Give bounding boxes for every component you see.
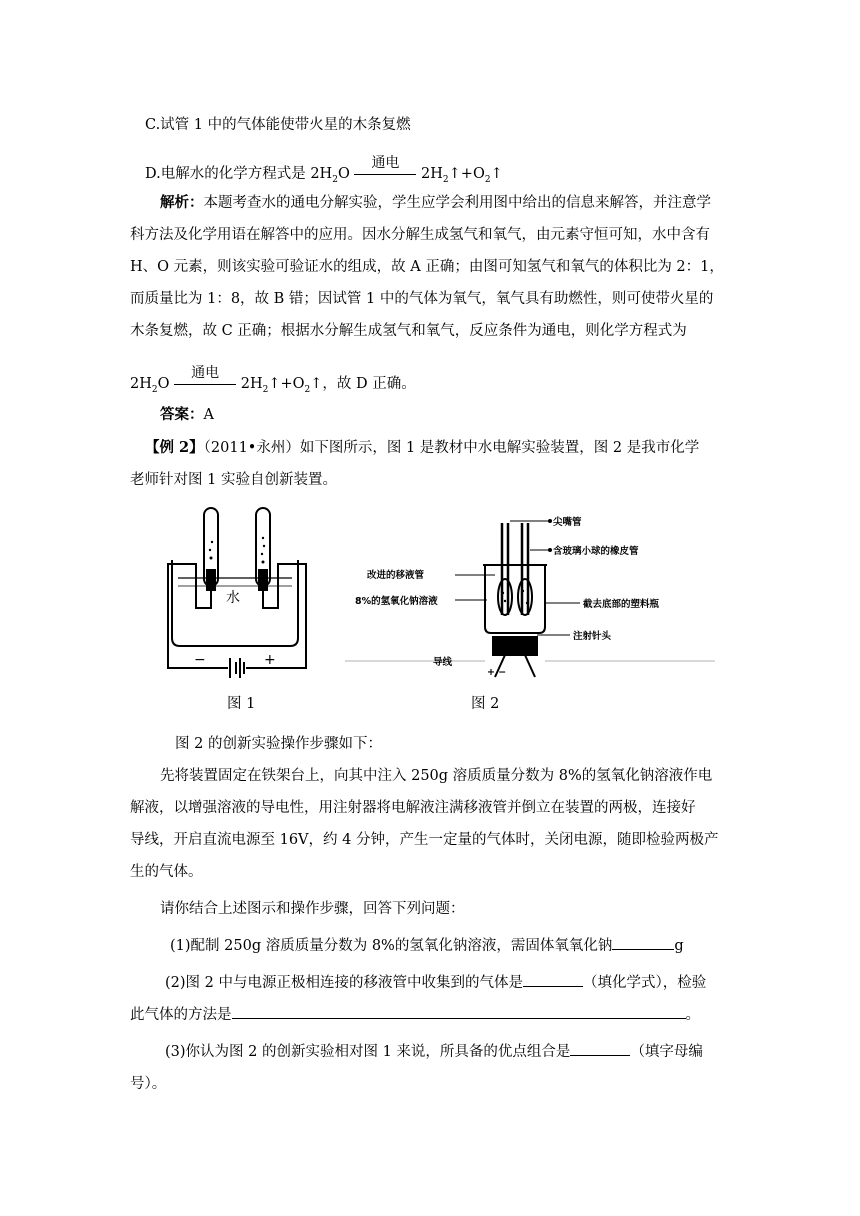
analysis-line-5: 木条复燃，故 C 正确；根据水分解生成氢气和氧气，反应条件为通电，则化学方程式为 [130, 323, 687, 339]
analysis-line-1: 解析：本题考查水的通电分解实验，学生应学会利用图中给出的信息来解答，并注意学 [160, 194, 711, 211]
answer-blank-2[interactable] [523, 972, 583, 987]
reaction-arrow: 通电 [354, 166, 416, 182]
label-needle: 注射针头 [573, 631, 612, 642]
steps-line-2: 解液，以增强溶液的导电性，用注射器将电解液注满移液管并倒立在装置的两极，连接好 [130, 800, 696, 816]
label-rubber-tube: 含玻璃小球的橡皮管 [553, 546, 639, 557]
figure-1-electrolysis-apparatus [160, 498, 315, 683]
label-solution: 8%的氢氧化钠溶液 [355, 596, 438, 607]
example-line-2: 老师针对图 1 实验自创新装置。 [130, 472, 337, 488]
label-bottle: 截去底部的塑料瓶 [583, 599, 660, 610]
answer-value: A [203, 407, 214, 423]
label-wire: 导线 [433, 657, 453, 668]
label-polarity: + − [487, 667, 507, 678]
question-2-line-1: (2)图 2 中与电源正极相连接的移液管中收集到的气体是 （填化学式），检验 [165, 971, 706, 992]
answer-line [160, 403, 214, 424]
example-label: 【例 2】 [145, 439, 204, 456]
question-3-line-1: (3)你认为图 2 的创新实验相对图 1 来说，所具备的优点组合是 （填字母编 [165, 1040, 703, 1061]
steps-line-1: 先将装置固定在铁架台上，向其中注入 250g 溶质质量分数为 8%的氢氧化钠溶液作电 [160, 768, 713, 784]
figure-1-caption: 图 1 [227, 696, 256, 712]
label-tip: 尖嘴管 [553, 517, 582, 528]
minus-sign: − [194, 652, 206, 668]
figure-2-improved-apparatus [345, 515, 715, 685]
answer-blank-4[interactable] [570, 1041, 630, 1056]
steps-line-4: 生的气体。 [130, 864, 203, 880]
prompt-line: 请你结合上述图示和操作步骤，回答下列问题： [160, 901, 465, 917]
option-d: D.电解水的化学方程式是 $2H_2O$ 通电 $2H_2↑+O_2↑$ [145, 155, 503, 185]
analysis-line-4: 而质量比为 1：8，故 B 错；因试管 1 中的气体为氧气，氧气具有助燃性，则可使带火星的 [130, 291, 714, 307]
figure-2-caption: 图 2 [471, 696, 500, 712]
equation-line: $2H_2O$ 通电 $2H_2↑+O_2↑$，故 D 正确。 [130, 365, 416, 395]
analysis-line-3: H、O 元素，则该实验可验证水的组成，故 A 正确；由图可知氢气和氧气的体积比为 2：1， [130, 259, 724, 275]
analysis-line-2: 科方法及化学用语在解答中的应用。因水分解生成氢气和氧气，由元素守恒可知，水中含有 [130, 227, 710, 243]
label-pipette: 改进的移液管 [367, 570, 425, 581]
question-3-line-2: 号）。 [130, 1076, 167, 1092]
water-label: 水 [226, 590, 240, 606]
steps-line-3: 导线，开启直流电源至 16V，约 4 分钟，产生一定量的气体时，关闭电源，随即检验两极产 [130, 832, 719, 848]
option-c: C.试管 1 中的气体能使带火星的木条复燃 [145, 117, 411, 133]
question-1: (1)配制 250g 溶质质量分数为 8%的氢氧化钠溶液，需固体氧氧化钠 g [170, 934, 684, 955]
answer-blank-1[interactable] [612, 935, 674, 950]
plus-sign: + [264, 652, 276, 668]
analysis-label: 解析： [160, 194, 204, 211]
question-2-line-2: 此气体的方法是 。 [130, 1003, 700, 1024]
steps-title: 图 2 的创新实验操作步骤如下： [175, 736, 382, 752]
answer-label: 答案： [160, 406, 204, 423]
reaction-arrow-2: 通电 [174, 376, 236, 392]
example-line-1: 【例 2】（2011•永州）如下图所示，图 1 是教材中水电解实验装置，图 2 是我市化学 [145, 439, 700, 456]
answer-blank-3[interactable] [232, 1004, 686, 1019]
